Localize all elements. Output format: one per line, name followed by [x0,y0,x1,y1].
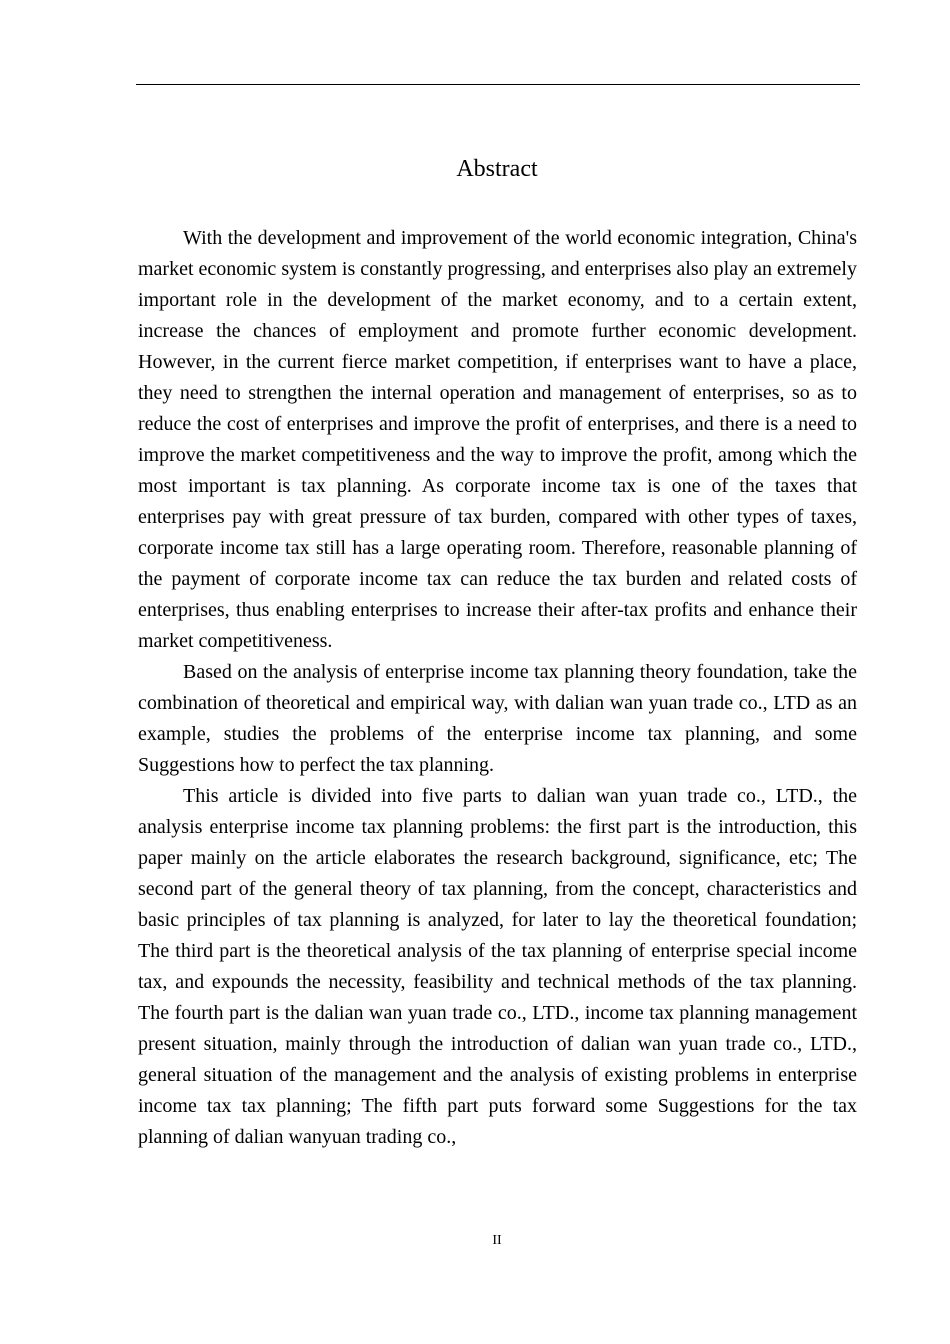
page-title: Abstract [456,156,538,182]
abstract-paragraph-2: Based on the analysis of enterprise income tax planning theory foundation, take the combination of theoretical and empirical way, with dalian wan yuan trade co., LTD as an example, studies the problems of the enterprise income tax planning, and some Suggestions how to perfect the tax planning. [138,661,857,776]
header-rule [136,84,860,85]
abstract-body [138,223,857,1153]
abstract-paragraph-3: This article is divided into five parts to dalian wan yuan trade co., LTD., the analysis enterprise income tax planning problems: the first part is the introduction, this paper mainly on the article elaborates the research background, significance, etc; The second part of the general theory of tax planning, from the concept, characteristics and basic principles of tax planning is analyzed, for later to lay the theoretical foundation; The third part is the theoretical analysis of the tax planning of enterprise special income tax, and expounds the necessity, feasibility and technical methods of the tax planning. The fourth part is the dalian wan yuan trade co., LTD., income tax planning management present situation, mainly through the introduction of dalian wan yuan trade co., LTD., general situation of the management and the analysis of existing problems in enterprise income tax tax planning; The fifth part puts forward some Suggestions for the tax planning of dalian wanyuan trading co., [138,785,857,1148]
abstract-paragraph-1: With the development and improvement of the world economic integration, China's market economic system is constantly progressing, and enterprises also play an extremely important role in the development of the market economy, and to a certain extent, increase the chances of employment and promote further economic development. However, in the current fierce market competition, if enterprises want to have a place, they need to strengthen the internal operation and management of enterprises, so as to reduce the cost of enterprises and improve the profit of enterprises, and there is a need to improve the market competitiveness and the way to improve the profit, among which the most important is tax planning. As corporate income tax is one of the taxes that enterprises pay with great pressure of tax burden, compared with other types of taxes, corporate income tax still has a large operating room. Therefore, reasonable planning of the payment of corporate income tax can reduce the tax burden and related costs of enterprises, thus enabling enterprises to increase their after-tax profits and enhance their market competitiveness. [138,227,857,652]
page-number: II [492,1233,502,1248]
